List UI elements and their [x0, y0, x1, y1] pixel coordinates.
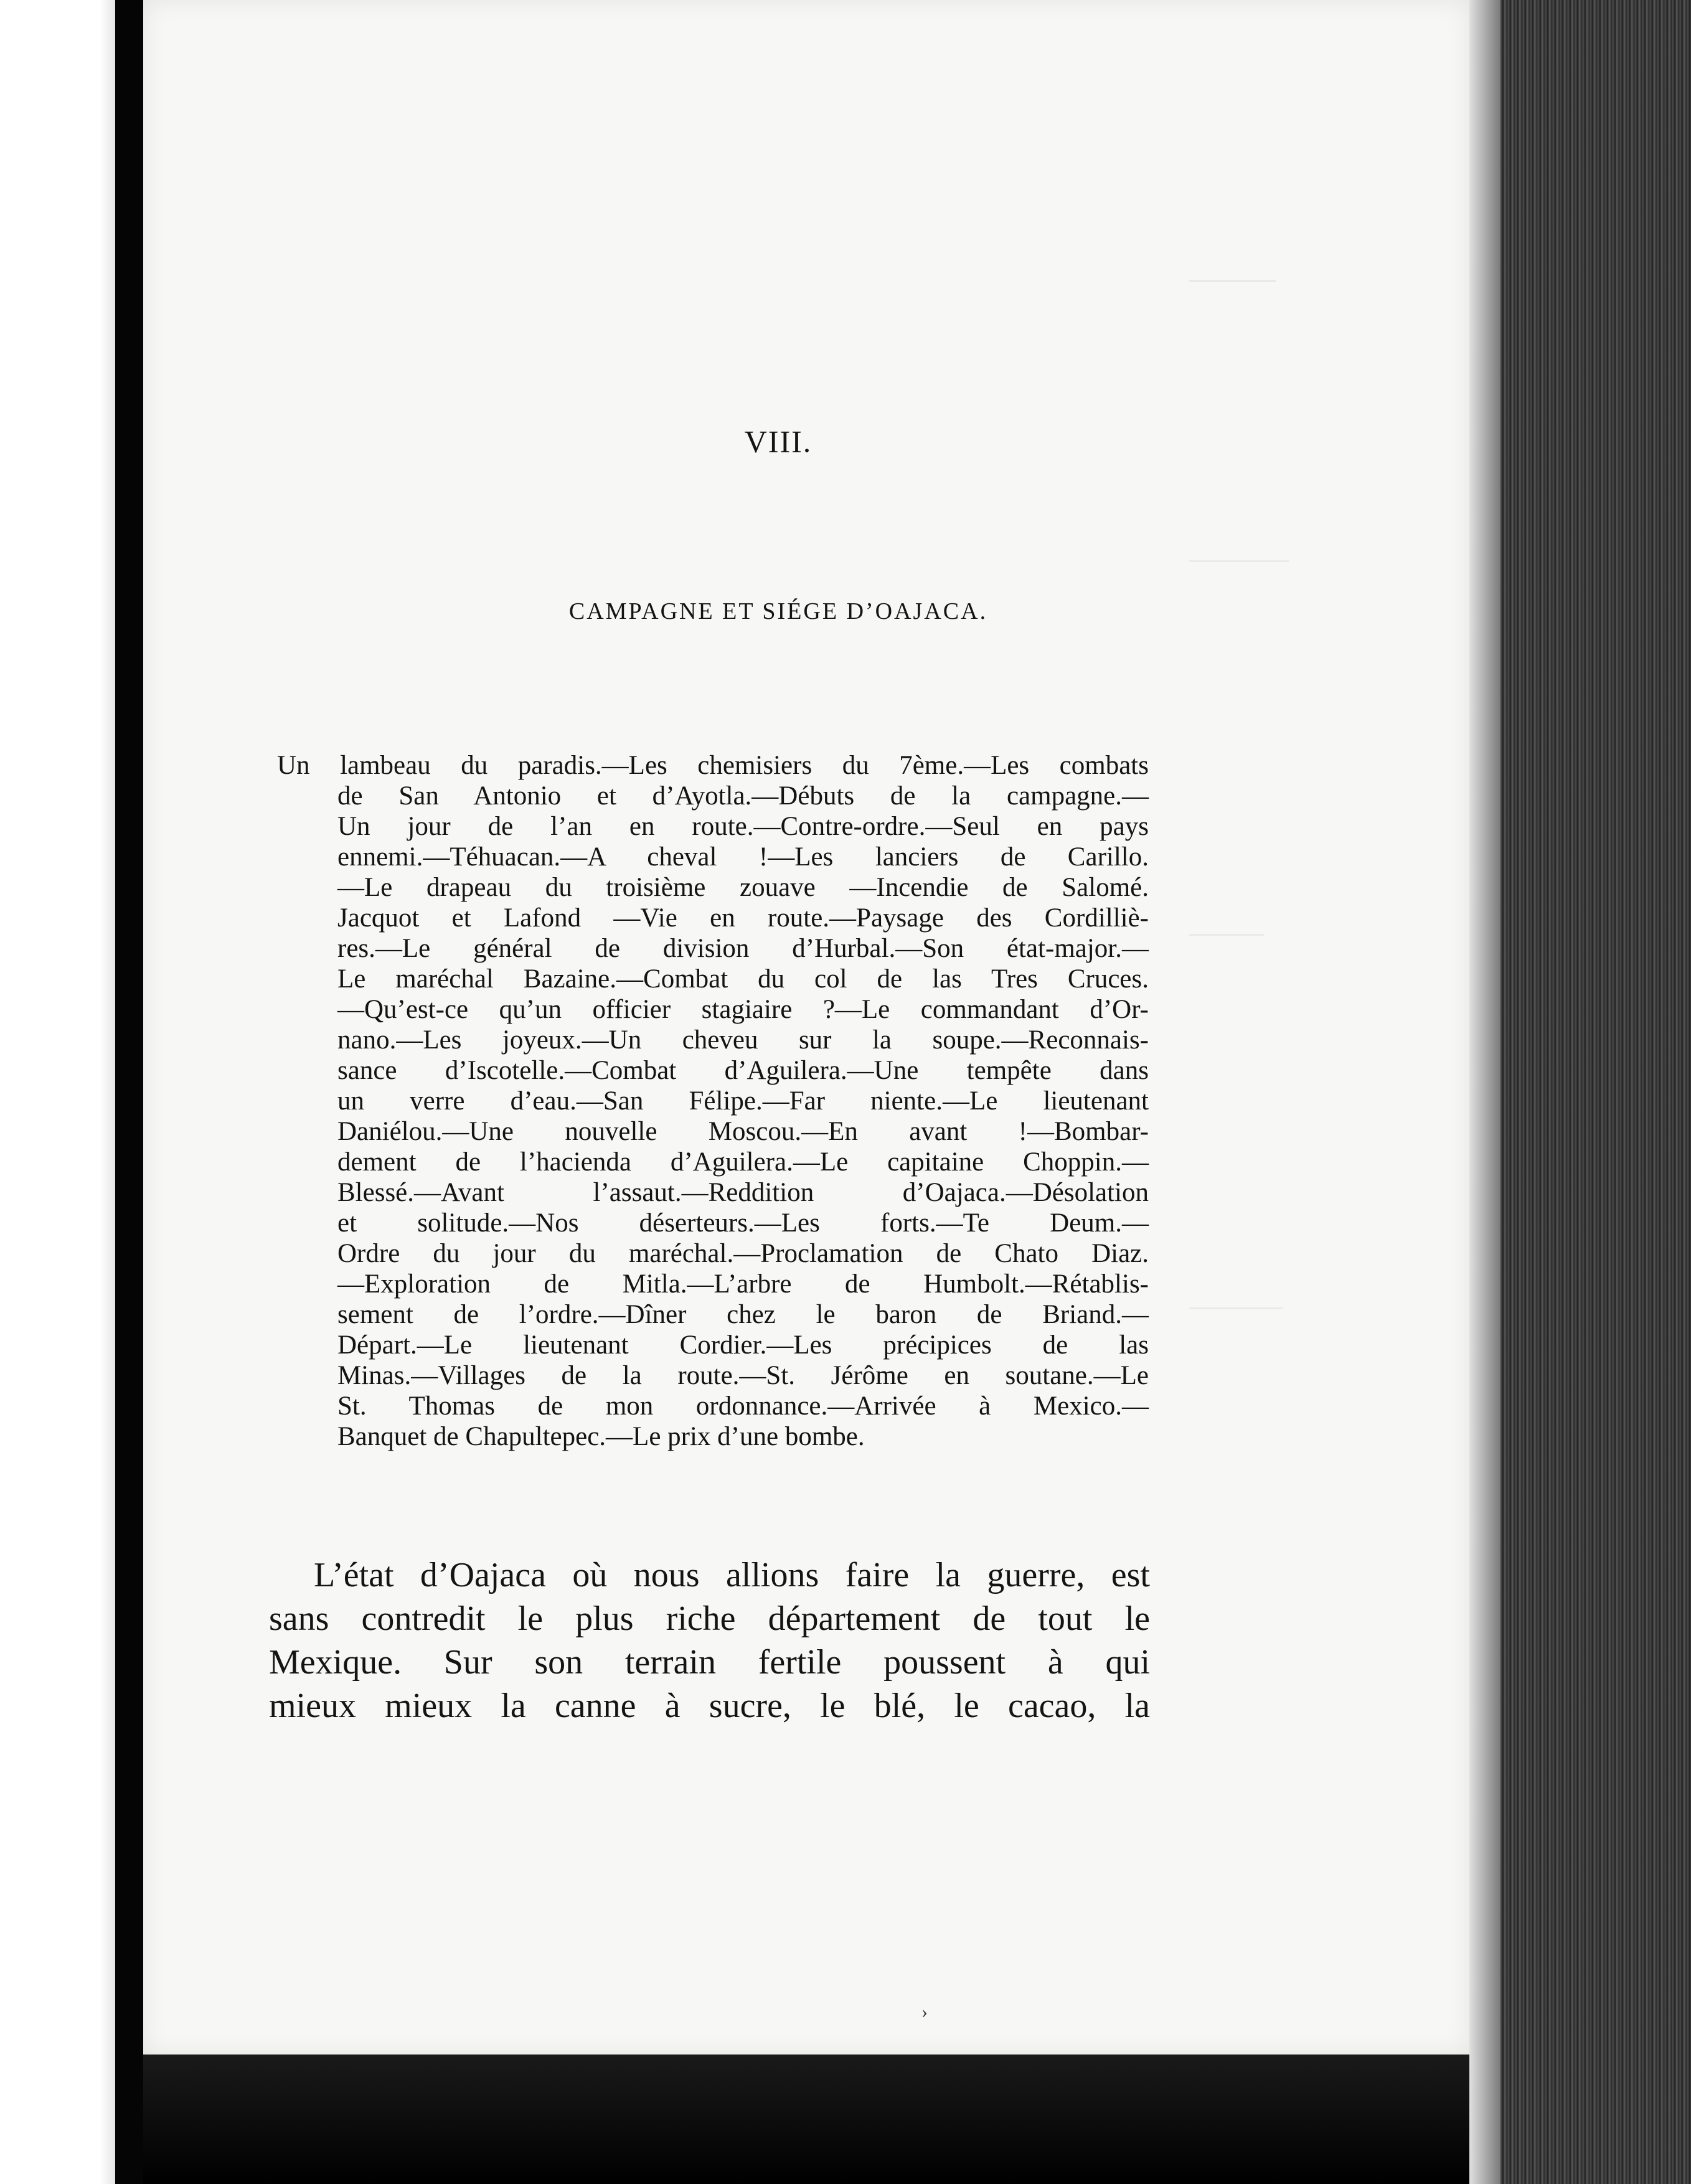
summary-line: Un jour de l’an en route.—Contre-ordre.—Seul en pays [337, 812, 1149, 841]
summary-line: —Exploration de Mitla.—L’arbre de Humbolt.—Rétablis- [337, 1269, 1149, 1299]
facing-page-edge [0, 0, 115, 2184]
chapter-title: CAMPAGNE ET SIÉGE D’OAJACA. [568, 598, 988, 624]
body-line: L’état d’Oajaca où nous allions faire la guerre, est [314, 1556, 1150, 1594]
show-through-mark [1189, 934, 1264, 936]
summary-line: Départ.—Le lieutenant Cordier.—Les précipices de las [337, 1330, 1149, 1360]
summary-line: res.—Le général de division d’Hurbal.—Son état-major.— [337, 934, 1149, 963]
body-paragraph [269, 1553, 1150, 1728]
summary-line: un verre d’eau.—San Félipe.—Far niente.—Le lieutenant [337, 1086, 1149, 1116]
page-mark: › [921, 2002, 928, 2022]
summary-line: Blessé.—Avant l’assaut.—Reddition d’Oajaca.—Désolation [337, 1178, 1149, 1207]
summary-line: St. Thomas de mon ordonnance.—Arrivée à Mexico.— [337, 1391, 1149, 1421]
summary-line: sance d’Iscotelle.—Combat d’Aguilera.—Une tempête dans [337, 1056, 1149, 1085]
show-through-mark [1189, 560, 1289, 562]
show-through-mark [1189, 280, 1276, 282]
summary-line: dement de l’hacienda d’Aguilera.—Le capitaine Choppin.— [337, 1147, 1149, 1177]
summary-line: et solitude.—Nos déserteurs.—Les forts.—Te Deum.— [337, 1208, 1149, 1238]
summary-line: Le maréchal Bazaine.—Combat du col de las Tres Cruces. [337, 964, 1149, 994]
body-line: Mexique. Sur son terrain fertile poussent à qui [269, 1643, 1150, 1682]
book-gutter [115, 0, 143, 2184]
summary-line: Banquet de Chapultepec.—Le prix d’une bombe. [337, 1422, 865, 1451]
summary-line: Ordre du jour du maréchal.—Proclamation de Chato Diaz. [337, 1239, 1149, 1268]
page-stack-edge [1469, 0, 1691, 2184]
summary-line: Daniélou.—Une nouvelle Moscou.—En avant !—Bombar- [337, 1117, 1149, 1146]
summary-line: —Qu’est-ce qu’un officier stagiaire ?—Le commandant d’Or- [337, 995, 1149, 1024]
summary-line: Jacquot et Lafond —Vie en route.—Paysage des Cordilliè- [337, 903, 1149, 933]
summary-line: sement de l’ordre.—Dîner chez le baron de Briand.— [337, 1300, 1149, 1329]
body-line: sans contredit le plus riche département de tout le [269, 1599, 1150, 1638]
summary-line: ennemi.—Téhuacan.—A cheval !—Les lanciers de Carillo. [337, 842, 1149, 872]
show-through-mark [1189, 1307, 1283, 1309]
chapter-number: VIII. [744, 424, 813, 459]
page-bottom-shadow [143, 2055, 1469, 2184]
body-line: mieux mieux la canne à sucre, le blé, le cacao, la [269, 1687, 1150, 1725]
summary-line: nano.—Les joyeux.—Un cheveu sur la soupe.—Reconnais- [337, 1025, 1149, 1055]
summary-line: Un lambeau du paradis.—Les chemisiers du 7ème.—Les combats [277, 751, 1149, 780]
summary-line: Minas.—Villages de la route.—St. Jérôme en soutane.—Le [337, 1361, 1149, 1390]
summary-line: —Le drapeau du troisième zouave —Incendie de Salomé. [337, 873, 1149, 902]
summary-line: de San Antonio et d’Ayotla.—Débuts de la campagne.— [337, 781, 1149, 811]
chapter-summary [277, 750, 1149, 1452]
